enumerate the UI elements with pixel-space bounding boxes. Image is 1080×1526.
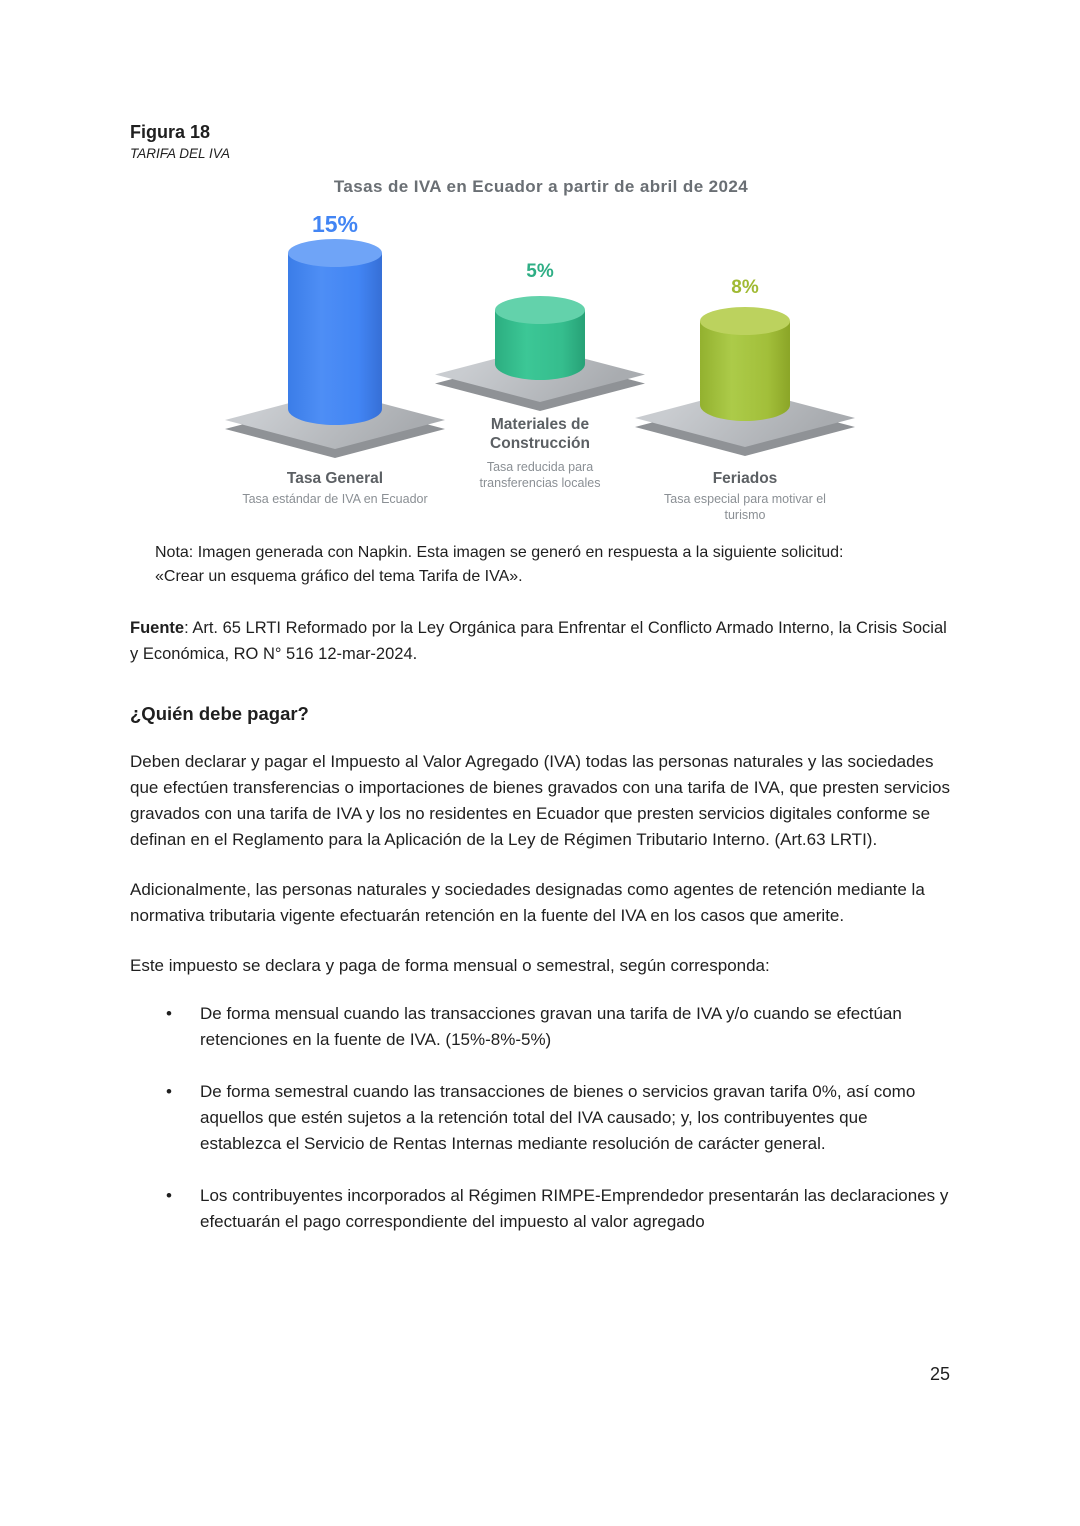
bullet-text-3: Los contribuyentes incorporados al Régimen RIMPE-Emprendedor presentarán las declaraciones y efectuarán el pago correspondiente del impuesto al valor agregado [200,1186,949,1231]
paragraph-2: Adicionalmente, las personas naturales y sociedades designadas como agentes de retención mediante la normativa tributaria vigente efectuarán retención en la fuente del IVA en los casos que amerite. [130,880,925,925]
chart-title: Tasas de IVA en Ecuador a partir de abril de 2024 [333,177,749,196]
figure-note-line2: «Crear un esquema gráfico del tema Tarifa de IVA». [155,568,523,585]
bullet-marker: • [166,1186,172,1205]
bullet-text-1: De forma mensual cuando las transacciones gravan una tarifa de IVA y/o cuando se efectúan retenciones en la fuente de IVA. (15%-8%-5%) [200,1004,902,1049]
paragraph-3: Este impuesto se declara y paga de forma mensual o semestral, según corresponda: [130,956,770,975]
category-label-feriados: Feriados [712,470,778,487]
category-label-tasa-general: Tasa General [286,470,384,487]
category-description-tasa-general: Tasa estándar de IVA en Ecuador [242,492,428,506]
bullet-marker: • [166,1082,172,1101]
cylinder-cap [700,307,790,335]
bullet-item-1 [130,1001,952,1053]
paragraph-1: Deben declarar y pagar el Impuesto al Valor Agregado (IVA) todas las personas naturales y las sociedades que efectúen transferencias o importaciones de bienes gravados con una tarifa de IVA, que presten servicios gravados con una tarifa de IVA y los no residentes en Ecuador que presten servicios digitales conforme se definan en el Reglamento para la Aplicación de la Ley de Régimen Tributario Interno. (Art.63 LRTI). [130,752,950,849]
cylinder-cap [495,296,585,324]
category-label-materiales: Materiales de Construcción [490,416,590,452]
figure-note [155,541,952,589]
bullet-item-3 [130,1183,952,1235]
category-description-feriados: Tasa especial para motivar el turismo [664,492,826,522]
value-label-tasa-general: 15% [311,211,359,237]
bullet-item-2 [130,1079,952,1157]
page-number: 25 [929,1364,950,1384]
bullet-text-2: De forma semestral cuando las transacciones de bienes o servicios gravan tarifa 0%, así como aquellos que estén sujetos a la retención total del IVA causado; y, los contribuyentes que establezca el Servicio de Rentas Internas mediante resolución de carácter general. [200,1082,916,1153]
value-label-feriados: 8% [731,277,759,298]
cylinder-body [288,253,382,425]
figure-label: Figura 18 [130,122,211,142]
value-label-materiales: 5% [526,261,554,282]
bullet-list [130,1001,952,1235]
figure-note-line1: Nota: Imagen generada con Napkin. Esta imagen se generó en respuesta a la siguiente solicitud: [155,544,844,561]
bullet-marker: • [166,1004,172,1023]
category-description-materiales: Tasa reducida para transferencias locales [479,460,601,490]
cylinder-body [700,321,790,421]
cylinder-cap [288,239,382,267]
page-content [130,122,952,1261]
section-heading: ¿Quién debe pagar? [130,703,309,724]
figure-source-text: : Art. 65 LRTI Reformado por la Ley Orgánica para Enfrentar el Conflicto Armado Interno, la Crisis Social y Económica, RO N° 516 12-mar-2024. [130,619,947,663]
iva-rates-chart [130,171,952,531]
figure-source-label: Fuente [130,619,185,637]
figure-source [130,615,952,667]
figure-caption: TARIFA DEL IVA [130,146,231,161]
